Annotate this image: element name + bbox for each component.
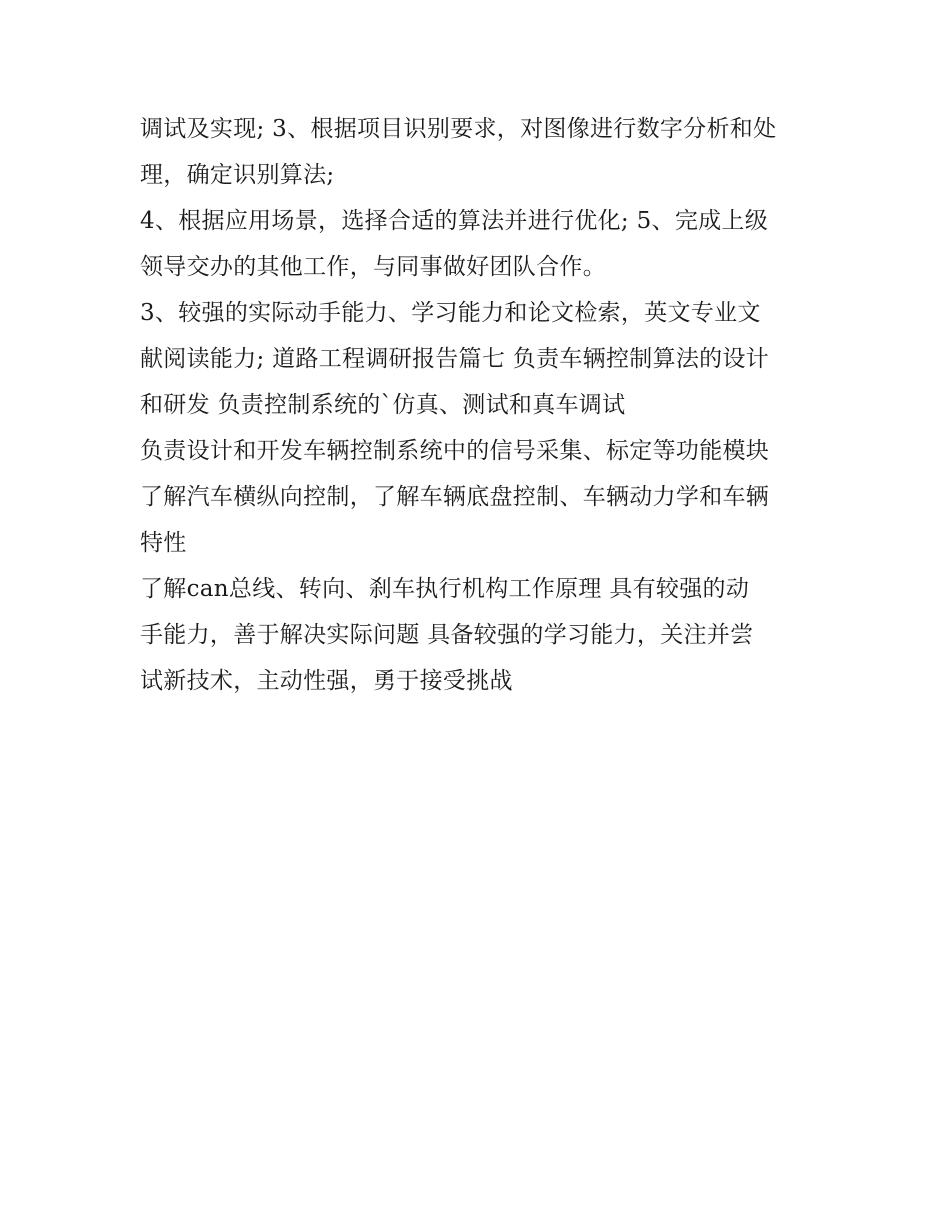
text-line: 领导交办的其他工作，与同事做好团队合作。 bbox=[140, 254, 606, 280]
text-line: 和研发 负责控制系统的`仿真、测试和真车调试 bbox=[140, 392, 626, 418]
text-line: 手能力，善于解决实际问题 具备较强的学习能力，关注并尝 bbox=[140, 622, 754, 648]
document-body bbox=[140, 106, 830, 704]
text-line: 3、较强的实际动手能力、学习能力和论文检索，英文专业文 bbox=[140, 300, 761, 326]
text-line: 4、根据应用场景，选择合适的算法并进行优化; 5、完成上级 bbox=[140, 208, 769, 234]
text-line: 献阅读能力; 道路工程调研报告篇七 负责车辆控制算法的设计 bbox=[140, 346, 770, 372]
text-line: 负责设计和开发车辆控制系统中的信号采集、标定等功能模块 bbox=[140, 438, 770, 464]
text-line: 理，确定识别算法; bbox=[140, 162, 335, 188]
text-line: 了解汽车横纵向控制，了解车辆底盘控制、车辆动力学和车辆 bbox=[140, 484, 770, 510]
text-line: 调试及实现; 3、根据项目识别要求，对图像进行数字分析和处 bbox=[140, 116, 777, 142]
text-line: 试新技术，主动性强，勇于接受挑战 bbox=[140, 668, 513, 694]
text-line: 特性 bbox=[140, 530, 187, 556]
text-line: 了解can总线、转向、刹车执行机构工作原理 具有较强的动 bbox=[140, 576, 750, 602]
